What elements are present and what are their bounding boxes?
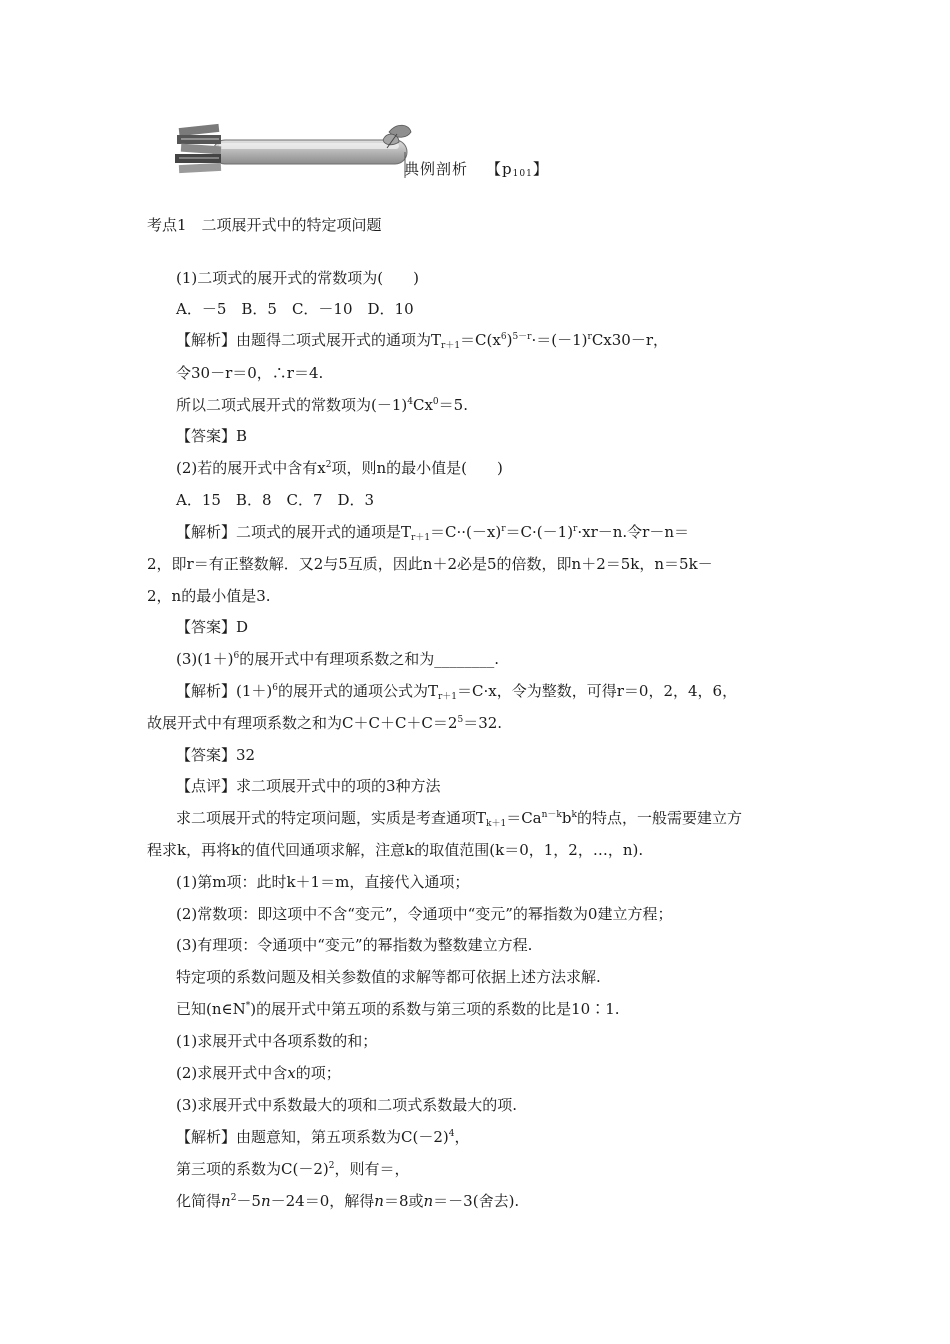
question-2-analysis-2: 2，即r＝有正整数解．又2与5互质，因此n＋2必是5的倍数，即n＋2＝5k，n＝5k－ (147, 555, 713, 573)
question-3-analysis-2: 故展开式中有理项系数之和为$C+C+C+C=2^5=32$. (147, 714, 503, 732)
page-reference: 【$p_{101}$】 (486, 160, 549, 179)
section-heading: 考点1 二项展开式中的特定项问题 (147, 216, 382, 234)
section-banner-title (404, 158, 549, 179)
question-2-analysis-3: 2，n的最小值是3. (147, 587, 271, 605)
example-stem: 已知(n∈N*)的展开式中第五项的系数与第三项的系数的比是10∶1. (176, 1000, 620, 1018)
example-analysis-2: 第三项的系数为$C(-2)^2$，则有＝， (176, 1160, 410, 1178)
question-1-options: A．－5 B．5 C．－10 D．10 (176, 300, 414, 318)
banner-title: 典例剖析 (404, 160, 469, 178)
question-2-stem: (2)若的展开式中含有$x^2$项，则n的最小值是( ) (176, 459, 503, 477)
question-2-answer: 【答案】D (176, 618, 249, 636)
question-1-analysis: 【解析】由题得二项式展开式的通项为$T_{r+1}=C(x^6)^{5-r}\cdot=(-1)^rCx30-r$， (176, 331, 669, 351)
question-1-analysis-3: 所以二项式展开式的常数项为$(-1)^4Cx^0=5$. (176, 396, 468, 414)
review-paragraph: 求二项展开式的特定项问题，实质是考查通项$T_{k+1}=Ca^{n-k}b^k$的特点，一般需要建立方 (176, 809, 742, 829)
example-part-3: (3)求展开式中系数最大的项和二项式系数最大的项. (176, 1096, 518, 1114)
example-analysis-3: 化简得$n^2-5n-24=0$，解得n＝8或n＝－3(舍去). (176, 1192, 520, 1210)
example-part-1: (1)求展开式中各项系数的和； (176, 1032, 378, 1050)
review-point-1: (1)第m项：此时k＋1＝m，直接代入通项； (176, 873, 470, 891)
question-3-answer: 【答案】32 (176, 746, 256, 764)
review-heading: 【点评】求二项展开式中的项的3种方法 (176, 777, 441, 795)
example-part-2: (2)求展开式中含x的项； (176, 1064, 341, 1082)
question-3-stem: $(3)(1+)^6$的展开式中有理项系数之和为________. (176, 650, 500, 668)
question-3-analysis: 【解析】$(1+)^6$的展开式的通项公式为$T_{r+1}=C\cdot x$，令为整数，可得r＝0，2，4，6， (176, 682, 738, 702)
books-banner-icon (175, 118, 415, 182)
review-paragraph-2: 程求k，再将k的值代回通项求解，注意k的取值范围(k＝0，1，2，…，n). (147, 841, 644, 859)
review-summary: 特定项的系数问题及相关参数值的求解等都可依据上述方法求解. (176, 968, 601, 986)
question-2-analysis: 【解析】二项式的展开式的通项是$T_{r+1}=C\cdot\cdot(-x)^r=C\cdot(-1)^r\cdot xr-n$.令r－n＝ (176, 523, 690, 543)
question-1-stem: (1)二项式的展开式的常数项为( ) (176, 269, 419, 287)
question-1-analysis-2: 令30－r＝0，∴r＝4. (176, 364, 324, 382)
example-analysis: 【解析】由题意知，第五项系数为$C(-2)^4$， (176, 1128, 470, 1146)
question-2-options: A．15 B．8 C．7 D．3 (176, 491, 375, 509)
review-point-2: (2)常数项：即这项中不含“变元”，令通项中“变元”的幂指数为0建立方程； (176, 905, 673, 923)
question-1-answer: 【答案】B (176, 427, 248, 445)
review-point-3: (3)有理项：令通项中“变元”的幂指数为整数建立方程. (176, 936, 533, 954)
